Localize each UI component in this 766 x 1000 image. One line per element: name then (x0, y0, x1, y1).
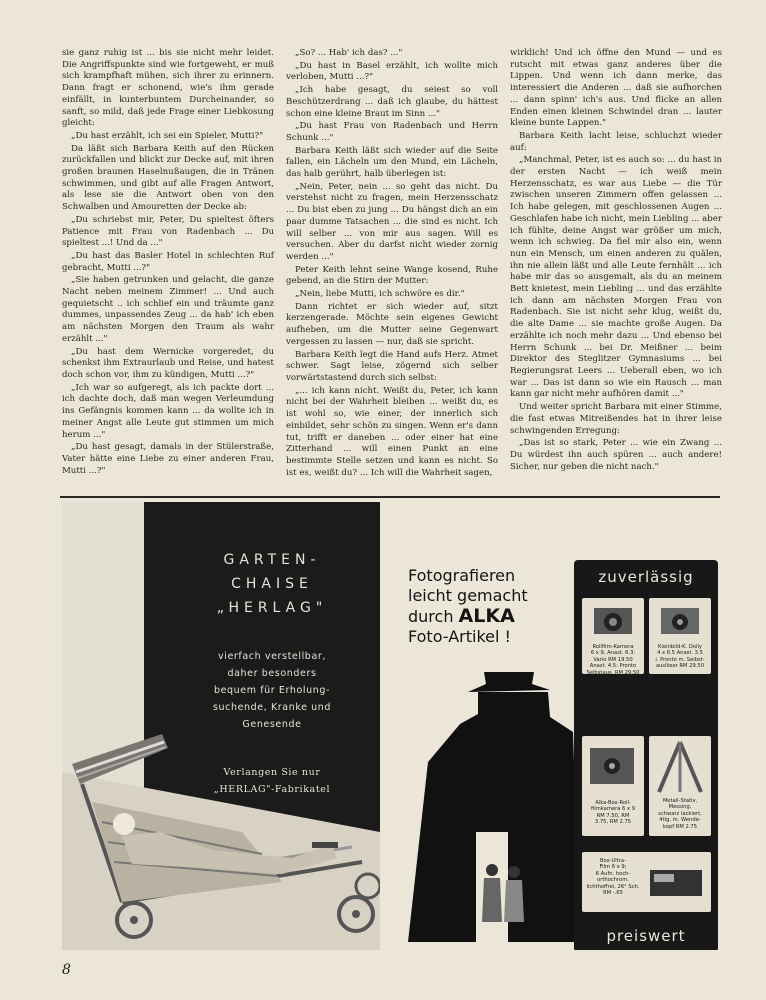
product-caption-line: Metall-Stativ, (662, 798, 698, 804)
ad-title-line: CHAISE (231, 576, 313, 592)
product-caption-line: 6 Aufn. hoch- (595, 870, 631, 877)
film-box-icon (646, 862, 706, 902)
product-caption-line: RM 7.50, RM (596, 812, 630, 819)
ad-body-line: bequem für Erholung- (213, 685, 331, 696)
product-caption-line: lichthoffrei, 26° Sch. RM -.65 (586, 883, 640, 897)
paragraph: „Nein, Peter, nein ... so geht das nicht. Du verstehst nicht zu fragen, mein Herzensschatz ... Du bist eben zu jung ... Du hängst dich an ein paar dumme Tatsachen ... die sind es nicht. Ich will selber ... von mir aus sagen. Will es versuchen. Aber du darfst nicht wieder zornig werden ..." (286, 181, 498, 262)
product-caption-line: 4 x 6.5 Anast. 3.5 (657, 650, 703, 657)
paragraph: „Du schriebst mir, Peter, Du spieltest öfters Patience mit Frau von Radenbach ... Du spieltest ...! Und da ..." (62, 214, 274, 249)
tripod-icon (649, 736, 711, 796)
product-caption-line: Kleinbild-K. Dolly (658, 644, 702, 650)
product-box-camera (582, 736, 644, 836)
paragraph: wirklich! Und ich öffne den Mund — und es rutscht mit etwas ganz anderes über die Lippen. Und wenn ich dann merke, das interessiert die Anderen ... daß sie aufhorchen ... dann spinn' ich's aus. Und flicke an allen Enden einen kleinen Schwindel dran ... lauter kleine bunte Lappen." (510, 48, 722, 129)
panel-slogan-bottom: preiswert (606, 927, 686, 945)
box-camera-icon (582, 736, 644, 796)
paragraph: sie ganz ruhig ist ... bis sie nicht mehr leidet. Die Angriffspunkte sind wie fortgeweht, er muß sich krampfhaft mühen, sich ihrer zu erinnern. Dann fragt er schonend, wie's ihm gerade einfällt, in kunterbuntem Durcheinander, so sanft, so mild, daß jede Frage einer Liebkosung gleicht: (62, 48, 274, 129)
product-tripod (649, 736, 711, 836)
ad-garden-cta (180, 764, 364, 798)
paragraph: Barbara Keith legt die Hand aufs Herz. Atmet schwer. Sagt leise, zögernd sich selber vorwärtstastend durch sich selbst: (286, 349, 498, 383)
ad-garden-description (180, 648, 364, 733)
paragraph: Barbara Keith läßt sich wieder auf die Seite fallen, ein Lächeln um den Mund, ein Lächeln, das halb gerührt, halb überlegen ist: (286, 145, 498, 180)
paragraph: Dann richtet er sich wieder auf, sitzt kerzengerade. Möchte sein eigenes Gewicht aufheben, um die Mutter seine Gegenwart vergessen zu lassen — nur, daß sie spricht. (286, 301, 498, 347)
product-caption-line: 6 x 9, Anast. 6.3: (590, 650, 636, 657)
ad-body-line: daher besonders (227, 668, 317, 679)
product-caption-line: orthochrom. (597, 877, 629, 884)
paragraph: „Sie haben getrunken und gelacht, die ganze Nacht neben meinem Zimmer! ... Und auch gequietscht .. ich schlief ein und träumte ganz dummes, unpassendes Zeug ... da hab' ich eben am nächsten Morgen den Traum als wahr erzählt ..." (62, 275, 274, 344)
ad-cta-line: „HERLAG"-Fabrikatel (213, 784, 331, 795)
paragraph: „Nein, liebe Mutti, ich schwöre es dir." (295, 289, 465, 300)
product-folding-camera (582, 598, 644, 674)
ad-headline-line: Foto-Artikel ! (408, 627, 511, 646)
paragraph: „Du hast dem Wernicke vorgeredet, du schenkst ihm Extraurlaub und Reise, und hatest doch schon vor, ihm zu kündigen, Mutti ...?" (62, 346, 274, 380)
product-kleinbild-camera (649, 598, 711, 674)
ad-headline-line: leicht gemacht (408, 586, 528, 605)
photographer-silhouette (398, 502, 598, 950)
alka-brand: ALKA (458, 605, 515, 627)
product-caption-line: i. Pronto m. Selbst- (655, 656, 705, 663)
product-caption-line: Rollfilm-Kamera (592, 644, 634, 650)
product-film (582, 852, 711, 912)
ad-headline-line: Fotografieren (408, 566, 516, 585)
camera-icon (582, 598, 644, 646)
article-column-2 (286, 48, 498, 480)
paragraph: Und weiter spricht Barbara mit einer Stimme, die fast etwas Mitreißendes hat in ihrer leise schwingenden Erregung: (510, 402, 722, 436)
product-caption-line: Box-Ultra- (600, 858, 626, 864)
ad-alka-photo (398, 502, 720, 950)
ad-body-line: Genesende (242, 719, 302, 730)
paragraph: Barbara Keith lacht leise, schluchzt wieder auf: (510, 130, 722, 153)
ad-cta-line: Verlangen Sie nur (223, 767, 321, 778)
product-caption-line: Anast. 4.5: Pronto (589, 663, 637, 670)
product-caption-line: kopf RM 2.75 (662, 823, 698, 830)
page-number: 8 (62, 962, 71, 978)
ad-title-line: GARTEN- (223, 552, 321, 568)
product-caption-line: Vario RM 19.50 (593, 656, 633, 663)
product-caption-line: Film 6 x 9; (599, 864, 627, 871)
paragraph: Da läßt sich Barbara Keith auf den Rücken zurückfallen und blickt zur Decke auf, mit ihren großen braunen Haselnußaugen, die in Tränen schwimmen, und gibt auf alle Fragen Antwort, als lese sie die Antwort oben von den Schwalben und Amouretten der Decke ab: (62, 143, 274, 213)
paragraph: „Ich war so aufgeregt, als ich packte dort ... ich dachte doch, daß man wegen Verleumdung ins Gefängnis kommen kann ... da wollte ich in meiner Angst alle Leute gut stimmen um mich herum ..." (62, 382, 274, 440)
paragraph: „Manchmal, Peter, ist es auch so: ... du hast in der ersten Nacht — ich weiß mein Herzensschatz, es war aus Liebe — die Tür zwischen unseren Zimmern offen gelassen ... Ich habe gelegen, mit geschlossenen Augen ... Geschlafen habe ich nicht, mein Liebling ... aber ich fühlte, deine Angst war größer um mich, wenn ich schwieg. Da fiel mir also ein, wenn nun ein Mensch, um einen anderen zu quälen, ihn nie allein läßt und alle Leute fernhält ... ich habe mir das so ausgemalt, als du an meinem Bett knietest, mein Liebling ... und das erzählte ich dann am nächsten Morgen Frau von Radenbach. Sie ist nicht sehr klug, weißt du, die alte Dame ... sie machte große Augen. Da erzählte ich noch mehr dazu ... Und ebenso bei Herrn Schunk ... bei Dr. Meißner ... beim Direktor des Steglitzer Gymnasiums ... bei Regierungsrat Leers ... Ueberall eben, wo ich war ... Das ist dann so wie ein Rausch ... man kann gar nicht mehr aufhören damit ..." (510, 155, 722, 400)
product-caption-line: Selbstaus. RM 29.50 (586, 669, 640, 676)
ad-garden-title (180, 548, 364, 620)
product-caption-line: Alka-Box-Roll- (595, 800, 631, 806)
paragraph: „Ich habe gesagt, du seiest so voll Beschützerdrang ... daß ich glaube, du hättest schon eine kleine Braut im Sinn ..." (286, 85, 498, 119)
product-caption-line: filmkamera 6 x 9 (590, 806, 636, 813)
ad-body-line: vierfach verstellbar, (218, 651, 326, 662)
panel-slogan-top: zuverlässig (598, 568, 694, 586)
paragraph: „Du hast in Basel erzählt, ich wollte mich verloben, Mutti ...?" (286, 60, 498, 83)
ad-title-line: „HERLAG" (216, 600, 328, 616)
paragraph: „So? ... Hab' ich das? ..." (295, 48, 403, 58)
product-caption-line: 3.75, RM 2.75 (594, 819, 632, 826)
paragraph: „Du hast das Basler Hotel in schlechten Ruf gebracht, Mutti ...?" (62, 250, 274, 273)
paragraph: „Du hast erzählt, ich sei ein Spieler, Mutti?" (71, 130, 264, 141)
paragraph: „Du hast Frau von Radenbach und Herrn Schunk ..." (286, 121, 498, 143)
ad-headline-prefix: durch (408, 607, 459, 626)
article-column-1 (62, 48, 274, 478)
paragraph: Peter Keith lehnt seine Wange kosend, Ruhe gebend, an die Stirn der Mutter: (286, 264, 498, 287)
camera-icon (649, 598, 711, 646)
product-caption-line: schwarz lackiert, (658, 810, 702, 817)
paragraph: „Du hast gesagt, damals in der Stülerstraße, Vater hätte eine Liebe zu einer anderen Frau, Mutti ...?" (62, 442, 274, 476)
section-divider (60, 496, 720, 498)
ad-body-line: suchende, Kranke und (212, 702, 332, 713)
paragraph: „Das ist so stark, Peter ... wie ein Zwang ... Du würdest ihn auch spüren ... auch andere! Sicher, nur geben die nicht nach." (510, 438, 722, 472)
product-caption-line: Messing, (668, 804, 692, 811)
ad-garden-chair (62, 502, 380, 950)
article-column-3 (510, 48, 722, 474)
product-caption-line: 4tlg. m. Wende- (659, 817, 701, 824)
product-caption-line: auslöser RM 29.50 (655, 663, 705, 670)
paragraph: „... ich kann nicht. Weißt du, Peter, ich kann nicht bei der Wahrheit bleiben ... weißt du, es ist wohl so, wie einer, der innerlich sich einbildet, sehr schön zu singen. Wenn er's dann tut, trifft er daneben ... oder einer hat eine Zitterhand ... will einen Punkt an eine bestimmte Stelle setzen und kann es nicht. So ist es, weißt du? ... Ich will die Wahrheit sagen, (286, 385, 498, 478)
